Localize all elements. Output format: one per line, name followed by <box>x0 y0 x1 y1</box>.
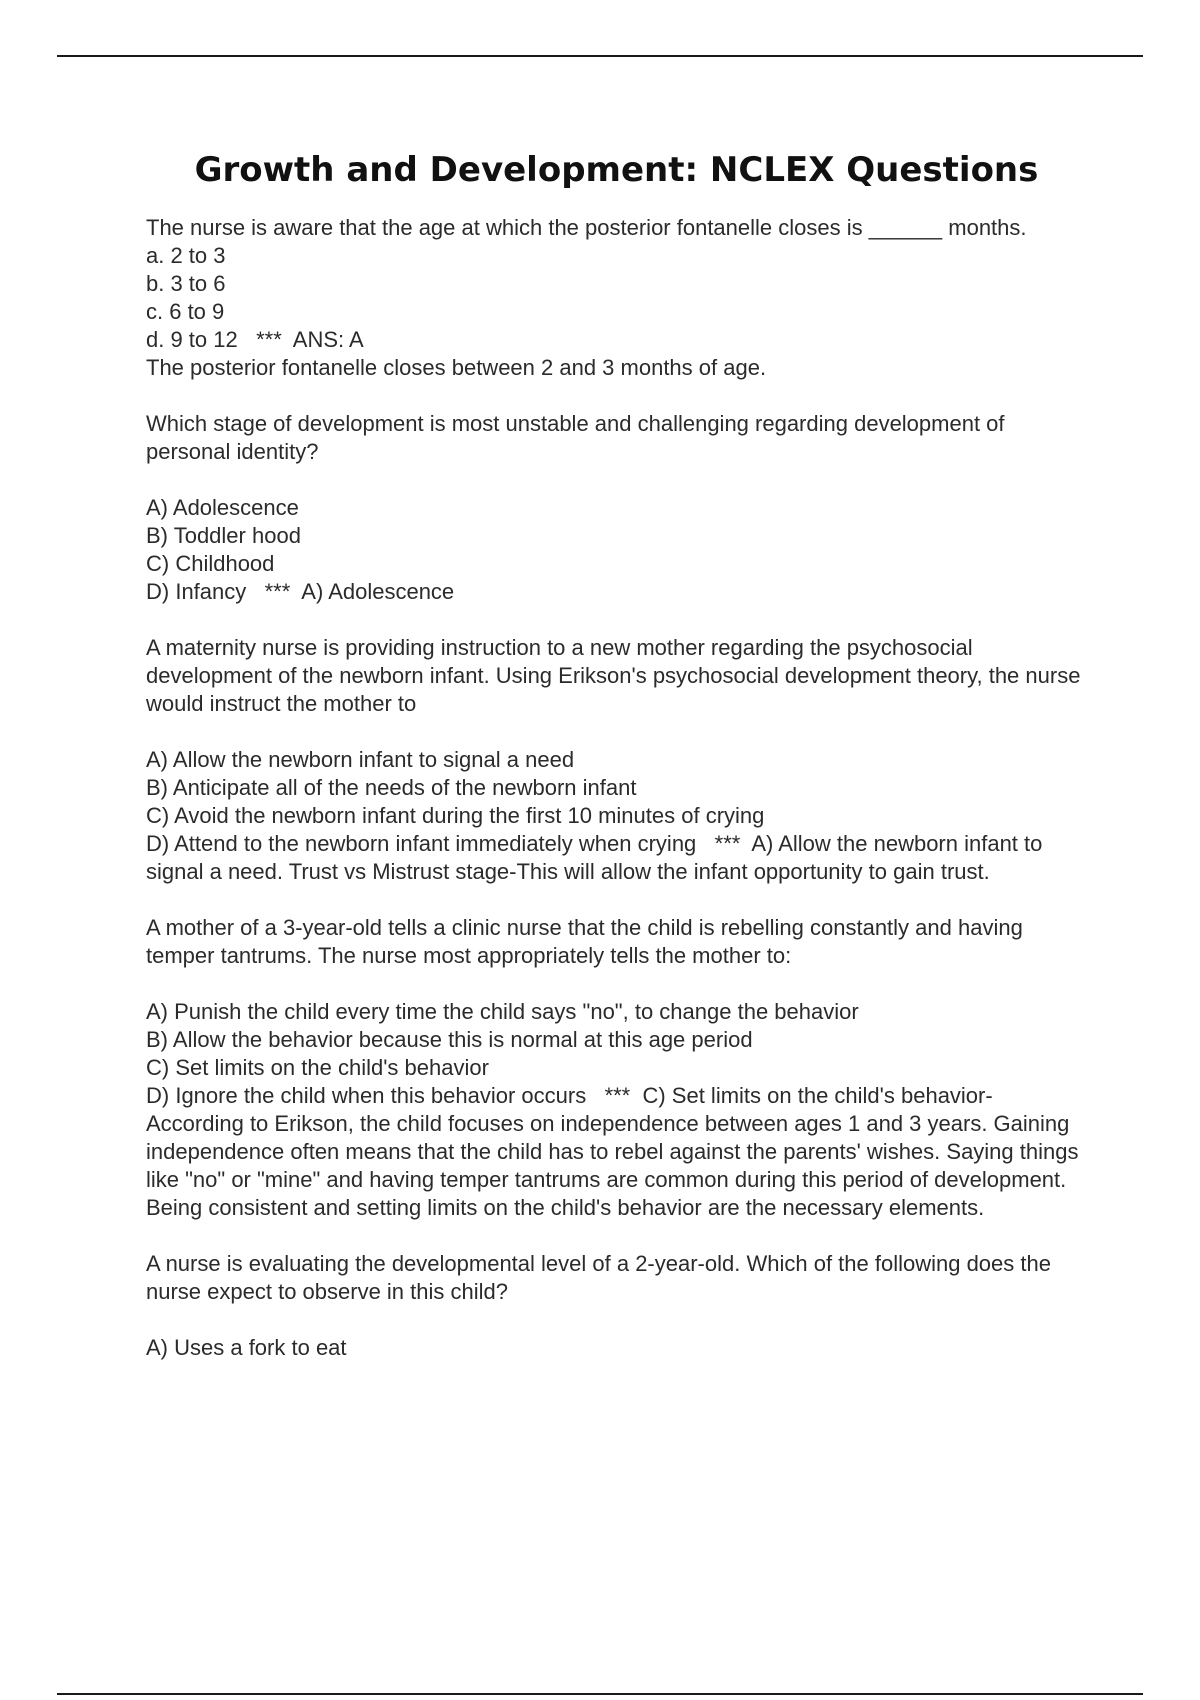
answer-option: C) Avoid the newborn infant during the first 10 minutes of crying <box>146 803 765 828</box>
spacer <box>146 1306 1086 1334</box>
answer-option-with-key: D) Infancy *** A) Adolescence <box>146 579 455 604</box>
question-stem: The nurse is aware that the age at which the posterior fontanelle closes is ______ months. <box>146 215 1027 240</box>
answer-option: B) Toddler hood <box>146 523 301 548</box>
question-5 <box>146 1250 1086 1362</box>
question-1 <box>146 214 1086 382</box>
question-list <box>146 214 1086 1390</box>
answer-option-with-key: d. 9 to 12 *** ANS: A <box>146 327 364 352</box>
answer-option: B) Anticipate all of the needs of the newborn infant <box>146 775 637 800</box>
answer-option: a. 2 to 3 <box>146 243 226 268</box>
spacer <box>146 466 1086 494</box>
question-3 <box>146 634 1086 886</box>
question-stem: A mother of a 3-year-old tells a clinic nurse that the child is rebelling constantly and having temper tantrums. The nurse most appropriately tells the mother to: <box>146 915 1029 968</box>
question-stem: A nurse is evaluating the developmental level of a 2-year-old. Which of the following does the nurse expect to observe in this child? <box>146 1251 1058 1304</box>
question-4 <box>146 914 1086 1222</box>
answer-option: C) Childhood <box>146 551 275 576</box>
bottom-divider <box>57 1693 1143 1695</box>
answer-option: C) Set limits on the child's behavior <box>146 1055 489 1080</box>
answer-option: b. 3 to 6 <box>146 271 226 296</box>
top-divider <box>57 55 1143 57</box>
answer-option: c. 6 to 9 <box>146 299 225 324</box>
answer-option: A) Adolescence <box>146 495 299 520</box>
answer-option: B) Allow the behavior because this is normal at this age period <box>146 1027 753 1052</box>
answer-option-with-key: D) Attend to the newborn infant immediately when crying *** A) Allow the newborn infant to signal a need. Trust vs Mistrust stage-This will allow the infant opportunity to gain trust. <box>146 831 1049 884</box>
spacer <box>146 970 1086 998</box>
question-stem: A maternity nurse is providing instruction to a new mother regarding the psychosocial development of the newborn infant. Using Erikson's psychosocial development theory, the nurse would instruct the mother to <box>146 635 1087 716</box>
rationale: The posterior fontanelle closes between 2 and 3 months of age. <box>146 355 767 380</box>
spacer <box>146 718 1086 746</box>
page-title: Growth and Development: NCLEX Questions <box>194 150 1039 190</box>
question-2 <box>146 410 1086 606</box>
answer-option: A) Uses a fork to eat <box>146 1335 347 1360</box>
answer-option-with-key: D) Ignore the child when this behavior occurs *** C) Set limits on the child's behavior- According to Erikson, the child focuses on independence between ages 1 and 3 years. Gaining independence often means that the child has to rebel against the parents' wishes. Saying things like "no" or "mine" and having temper tantrums are common during this period of development. Being consistent and setting limits on the child's behavior are the necessary elements. <box>146 1083 1085 1220</box>
question-stem: Which stage of development is most unstable and challenging regarding development of personal identity? <box>146 411 1011 464</box>
answer-option: A) Punish the child every time the child says "no", to change the behavior <box>146 999 859 1024</box>
answer-option: A) Allow the newborn infant to signal a need <box>146 747 575 772</box>
